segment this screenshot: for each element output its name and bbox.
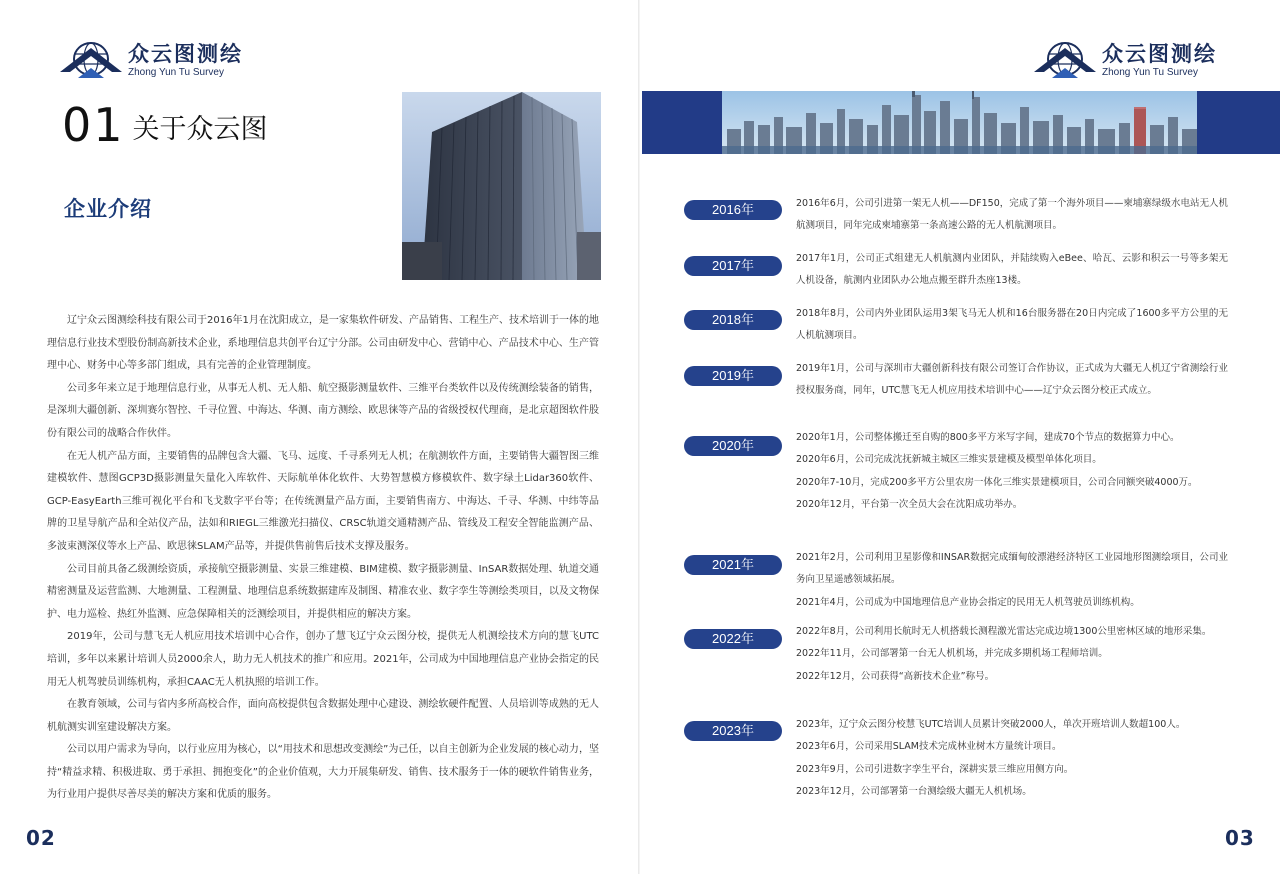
timeline-text: 2020年1月，公司整体搬迁至自购的800多平方米写字间，建成70个节点的数据算力中心。 [796,432,1180,443]
timeline-text: 2022年8月，公司利用长航时无人机搭载长测程激光雷达完成边境1300公里密林区域的地形采集。 [796,626,1212,637]
logo-chinese-name: 众云图测绘 [1102,42,1217,66]
year-badge: 2023年 [684,721,782,741]
timeline-text: 2020年12月，平台第一次全员大会在沈阳成功举办。 [796,499,1023,511]
timeline-text: 2020年7-10月，完成200多平方公里农房一体化三维实景建模项目，公司合同额突破4000万。 [796,476,1198,488]
timeline-text: 2023年9月，公司引进数字孪生平台，深耕实景三维应用侧方向。 [796,763,1074,775]
timeline-text: 2023年12月，公司部署第一台测绘级大疆无人机机场。 [796,786,1032,798]
timeline-text: 2022年11月，公司部署第一台无人机机场，并完成多期机场工程师培训。 [796,648,1108,660]
chapter-heading: 关于众云图 [132,114,268,145]
timeline-text: 2023年6月，公司采用SLAM技术完成林业树木方量统计项目。 [796,741,1062,753]
timeline-text: 2023年，辽宁众云图分校慧飞UTC培训人员累计突破2000人，单次开班培训人数超100人。 [796,719,1186,730]
intro-paragraph: 公司以用户需求为导向，以行业应用为核心，以“用技术和思想改变测绘”为己任，以自主创新为企业发展的核心动力，坚持“精益求精、积极进取、勇于承担、拥抱变化”的企业价值观，大力开展集研发、销售、技术服务于一体的硬软件销售业务，为行业用户提供尽善尽美的解决方案和优质的服务。 [47,744,599,801]
year-badge: 2020年 [684,436,782,456]
section-title: 企业介绍 [64,197,152,221]
year-badge: 2019年 [684,366,782,386]
office-building-photo [402,92,601,280]
intro-paragraph: 2019年，公司与慧飞无人机应用技术培训中心合作，创办了慧飞辽宁众云图分校，提供无人机测绘技术方向的慧飞UTC培训，多年以来累计培训人员2000余人，助力无人机技术的推广和应用。2021年，公司成为中国地理信息产业协会指定的民用无人机驾驶员训练机构，承担CAAC无人机执照的培训工作。 [47,631,599,688]
timeline-text: 2017年1月，公司正式组建无人机航测内业团队，并陆续购入eBee、哈瓦、云影和积云一号等多架无人机设备，航测内业团队办公地点搬至群升杰座13楼。 [796,253,1228,287]
right-page [640,0,1280,874]
timeline-text: 2021年4月，公司成为中国地理信息产业协会指定的民用无人机驾驶员训练机构。 [796,596,1140,608]
logo-english-name: Zhong Yun Tu Survey [1102,67,1198,78]
city-skyline-banner [642,91,1280,154]
timeline-text: 2020年6月，公司完成沈抚新城主城区三维实景建模及模型单体化项目。 [796,454,1102,466]
intro-paragraph: 在无人机产品方面，主要销售的品牌包含大疆、飞马、远度、千寻系列无人机；在航测软件方面，主要销售大疆智图三维建模软件、慧图GCP3D摄影测量矢量化入库软件、天际航单体化软件、大势智慧模方修模软件、数字绿土Lidar360软件、GCP-EasyEarth三维可视化平台和飞戈数字平台等；在传统测量产品方面，主要销售南方、中海达、千寻、华测、中纬等品牌的卫星导航产品和全站仪产品，法如和RIEGL三维激光扫描仪、CRSC轨道交通精测产品、管线及工程安全智能监测产品、多波束测深仪等水上产品、欧思徕SLAM产品等，并提供售前售后技术支撑及服务。 [47,450,599,552]
company-logo [1032,38,1217,84]
year-badge: 2018年 [684,310,782,330]
timeline-text: 2016年6月，公司引进第一架无人机——DF150，完成了第一个海外项目——柬埔寨绿级水电站无人机航测项目，同年完成柬埔寨第一条高速公路的无人机航测项目。 [796,198,1228,232]
year-badge: 2016年 [684,200,782,220]
intro-paragraph: 在教育领域，公司与省内多所高校合作，面向高校提供包含数据处理中心建设、测绘软硬件配置、人员培训等成熟的无人机航测实训室建设解决方案。 [47,699,599,733]
year-badge: 2017年 [684,256,782,276]
intro-paragraph: 公司目前具备乙级测绘资质，承接航空摄影测量、实景三维建模、BIM建模、数字摄影测量、InSAR数据处理、轨道交通精密测量及运营监测、大地测量、工程测量、地理信息系统数据建库及制图、精准农业、数字孪生等测绘类项目，以及文物保护、电力巡检、热红外监测、应急保障相关的泛测绘项目，并提供相应的解决方案。 [47,563,599,620]
page-number-left: 02 [26,826,56,850]
intro-paragraph: 公司多年来立足于地理信息行业，从事无人机、无人船、航空摄影测量软件、三维平台类软件以及传统测绘装备的销售，是深圳大疆创新、深圳赛尔智控、千寻位置、中海达、华测、南方测绘、欧思徕等产品的省级授权代理商，是北京超图软件股份有限公司的战略合作伙伴。 [47,382,599,439]
company-introduction [47,310,599,807]
chapter-number: 01 [62,98,125,152]
page-number-right: 03 [1225,826,1255,850]
globe-logo-icon [1032,38,1098,84]
company-logo [58,38,243,84]
globe-logo-icon [58,38,124,84]
year-badge: 2022年 [684,629,782,649]
timeline-text: 2019年1月，公司与深圳市大疆创新科技有限公司签订合作协议，正式成为大疆无人机辽宁省测绘行业授权服务商，同年，UTC慧飞无人机应用技术培训中心——辽宁众云图分校正式成立。 [796,363,1228,397]
logo-english-name: Zhong Yun Tu Survey [128,67,224,78]
timeline-text: 2021年2月，公司利用卫星影像和INSAR数据完成缅甸皎漂港经济特区工业园地形图测绘项目，公司业务向卫星遥感领域拓展。 [796,552,1228,586]
timeline-text: 2022年12月，公司获得“高新技术企业”称号。 [796,670,995,682]
logo-chinese-name: 众云图测绘 [128,42,243,66]
chapter-title [62,98,268,152]
intro-paragraph: 辽宁众云图测绘科技有限公司于2016年1月在沈阳成立，是一家集软件研发、产品销售、工程生产、技术培训于一体的地理信息行业技术型股份制高新技术企业，系地理信息共创平台辽宁分部。公司由研发中心、营销中心、产品技术中心、生产管理中心、财务中心等多部门组成，具有完善的企业管理制度。 [47,315,599,372]
timeline-text: 2018年8月，公司内外业团队运用3架飞马无人机和16台服务器在20日内完成了1600多平方公里的无人机航测项目。 [796,308,1228,342]
skyline-photo [722,91,1197,154]
year-badge: 2021年 [684,555,782,575]
